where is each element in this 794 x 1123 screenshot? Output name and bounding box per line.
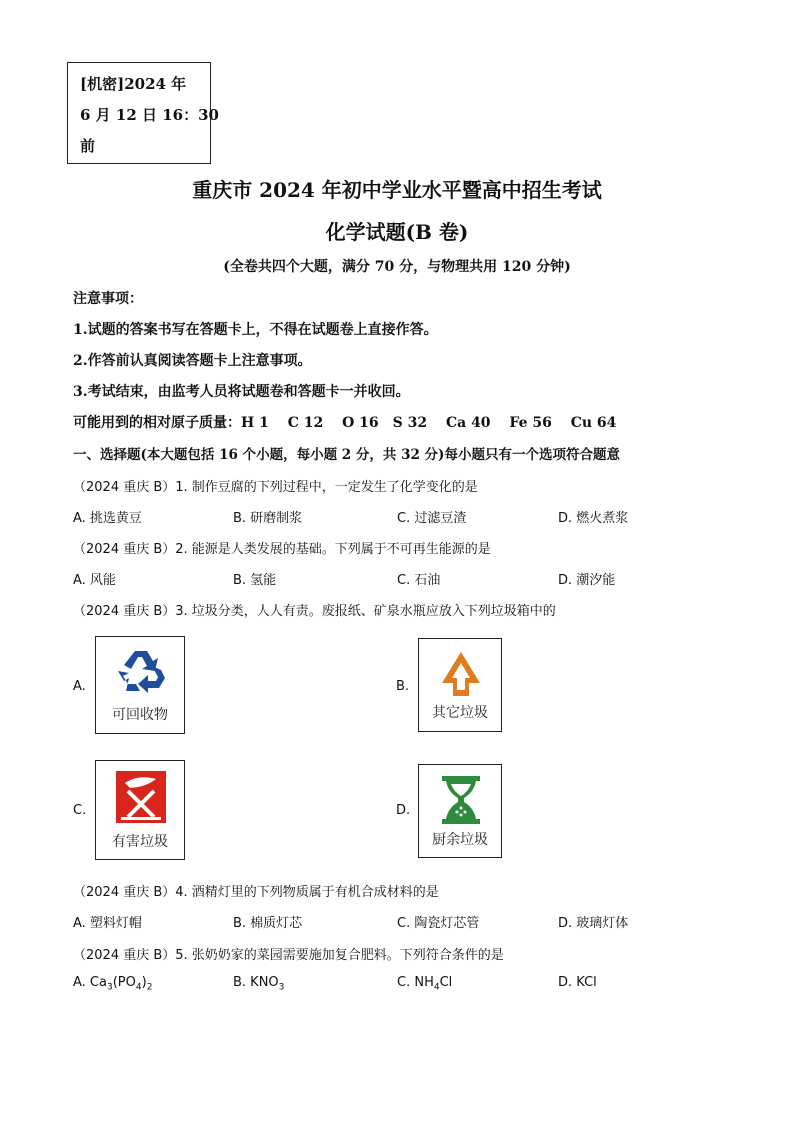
other-waste-icon — [438, 649, 484, 699]
exam-subject: 化学试题(B 卷) — [325, 220, 469, 244]
question-3-option-c-letter: C. — [73, 803, 87, 818]
question-1-stem: （2024 重庆 B）1. 制作豆腐的下列过程中，一定发生了化学变化的是 — [73, 480, 478, 495]
option-c-text: C. NH — [397, 975, 434, 990]
option-a-subscript-1: 3 — [106, 982, 113, 993]
note-item-3: 3.考试结束，由监考人员将试题卷和答题卡一并收回。 — [73, 384, 410, 400]
confidential-line-2: 6 月 12 日 16：30 — [80, 106, 219, 124]
option-a-text-post: ) — [141, 975, 147, 990]
confidential-box — [67, 62, 219, 164]
kitchen-waste-bin — [418, 764, 502, 858]
option-a-text: A. Ca — [73, 975, 107, 990]
question-2-stem: （2024 重庆 B）2. 能源是人类发展的基础。下列属于不可再生能源的是 — [73, 542, 491, 557]
note-item-2: 2.作答前认真阅读答题卡上注意事项。 — [73, 353, 312, 369]
question-2-option-a: A. 风能 — [73, 573, 116, 588]
recyclable-bin — [95, 636, 185, 734]
other-waste-bin-label: 其它垃圾 — [432, 705, 488, 721]
exam-title: 重庆市 2024 年初中学业水平暨高中招生考试 — [192, 178, 602, 202]
confidential-line-3: 前 — [80, 137, 96, 155]
question-1-option-a: A. 挑选黄豆 — [73, 511, 142, 526]
option-b-subscript: 3 — [278, 982, 285, 993]
question-5-option-b — [233, 975, 284, 993]
kitchen-waste-icon — [438, 774, 484, 826]
option-a-subscript-2: 4 — [135, 982, 142, 993]
question-1-option-d: D. 燃火煮浆 — [558, 511, 629, 526]
question-4-stem: （2024 重庆 B）4. 酒精灯里的下列物质属于有机合成材料的是 — [73, 885, 439, 900]
exam-subtitle: (全卷共四个大题，满分 70 分，与物理共用 120 分钟) — [223, 259, 571, 275]
confidential-line-1: [机密]2024 年 — [80, 75, 187, 93]
question-4-option-a: A. 塑料灯帽 — [73, 916, 142, 931]
option-b-text: B. KNO — [233, 975, 279, 990]
hazardous-waste-bin-label: 有害垃圾 — [112, 834, 168, 850]
question-2-option-c: C. 石油 — [397, 573, 441, 588]
question-5-option-c — [397, 975, 452, 993]
atomic-masses: 可能用到的相对原子质量：H 1 C 12 O 16 S 32 Ca 40 Fe 56 Cu 64 — [73, 415, 617, 431]
kitchen-waste-bin-label: 厨余垃圾 — [432, 832, 488, 848]
other-waste-bin — [418, 638, 502, 732]
question-4-option-c: C. 陶瓷灯芯管 — [397, 916, 480, 931]
question-5-option-d: D. KCl — [558, 975, 597, 990]
question-1-option-b: B. 研磨制浆 — [233, 511, 303, 526]
option-c-text-post: Cl — [439, 975, 453, 990]
question-5-option-a — [73, 975, 152, 993]
question-3-stem: （2024 重庆 B）3. 垃圾分类，人人有责。废报纸、矿泉水瓶应放入下列垃圾箱中的 — [73, 604, 556, 619]
question-4-option-d: D. 玻璃灯体 — [558, 916, 629, 931]
question-4-option-b: B. 棉质灯芯 — [233, 916, 303, 931]
option-a-subscript-3: 2 — [146, 982, 153, 993]
section-heading: 一、选择题(本大题包括 16 个小题，每小题 2 分，共 32 分)每小题只有一个选项符合题意 — [73, 447, 620, 463]
question-5-stem: （2024 重庆 B）5. 张奶奶家的菜园需要施加复合肥料。下列符合条件的是 — [73, 948, 504, 963]
note-item-1: 1.试题的答案书写在答题卡上，不得在试题卷上直接作答。 — [73, 322, 438, 338]
question-3-option-a-letter: A. — [73, 679, 86, 694]
question-2-option-d: D. 潮汐能 — [558, 573, 616, 588]
option-a-text-mid: (PO — [112, 975, 136, 990]
question-1-option-c: C. 过滤豆渣 — [397, 511, 467, 526]
question-3-option-d-letter: D. — [396, 803, 411, 818]
notes-heading: 注意事项： — [73, 291, 143, 307]
question-3-option-b-letter: B. — [396, 679, 410, 694]
recycle-icon — [115, 647, 167, 695]
option-c-subscript: 4 — [433, 982, 440, 993]
recyclable-bin-label: 可回收物 — [112, 707, 168, 723]
hazardous-waste-bin — [95, 760, 185, 860]
hazardous-waste-icon — [116, 771, 166, 823]
question-2-option-b: B. 氢能 — [233, 573, 277, 588]
